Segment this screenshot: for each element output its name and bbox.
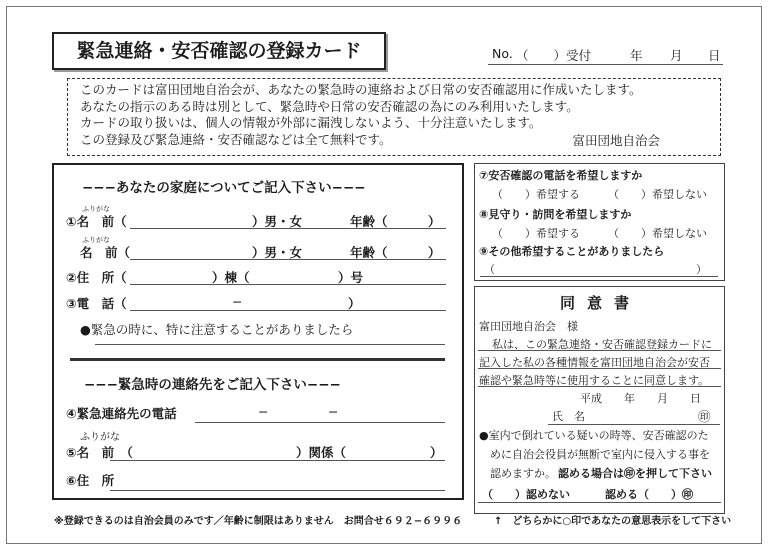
address-label: ②住 所（: [66, 270, 127, 285]
q7-no: （ ）希望しない: [608, 188, 707, 201]
age2-label: 年齢（: [350, 245, 388, 260]
name2-label: 名 前（: [80, 245, 131, 260]
consent-signature: 氏 名: [552, 410, 585, 423]
relation-label: ）関係（: [296, 445, 347, 460]
notice-line: このカードは富田団地自治会が、あなたの緊急時の連絡および日常の安否確認用に作成いたします。: [80, 82, 642, 97]
name1-label: ①名 前（: [66, 214, 127, 229]
q7-label: ⑦安否確認の電話を希望しますか: [479, 169, 643, 182]
footer-note: ※登録できるのは自治会員のみです／年齢に制限はありません お問合せ６９２−６９９６: [54, 516, 463, 527]
age2-close: ）: [428, 245, 441, 260]
q9-open: （: [484, 263, 495, 276]
consent-body-line: 記入した私の各種情報を富田団地自治会が安否: [479, 356, 710, 369]
phone-label: ③電 話（: [66, 296, 127, 311]
phone-dash: −: [232, 294, 243, 309]
notice-box: [67, 78, 721, 156]
q9-label: ⑨その他希望することがありましたら: [479, 245, 665, 258]
q8-yes: （ ）希望する: [492, 227, 580, 240]
emergency-address-label: ⑥住 所: [66, 473, 115, 488]
receipt-label: （ ）受付: [516, 48, 592, 63]
furigana-label: ふりがな: [82, 205, 110, 213]
consent-note-line: めに自治会役員が無断で室内に侵入する事を: [490, 448, 710, 461]
emergency-phone-dash: −: [328, 404, 339, 419]
emergency-phone-label: ④緊急連絡先の電話: [66, 406, 177, 421]
consent-note-line: ●室内で倒れている疑いの時等、安否確認のた: [479, 429, 709, 442]
q9-close: ）: [696, 263, 707, 276]
phone-close: ）: [348, 296, 361, 311]
notice-line: この登録及び緊急連絡・安否確認などは全て無料です。: [80, 131, 392, 147]
building-label: ）棟（: [212, 270, 250, 285]
consent-to: 富田団地自治会 様: [479, 320, 578, 333]
notice-line: あなたの指示のある時は別として、緊急時や日常の安否確認の為にのみ利用いたします。: [80, 98, 579, 114]
gender2-label: ）男・女: [252, 245, 303, 260]
room-label: ）号: [338, 270, 364, 285]
age1-label: 年齢（: [350, 214, 388, 229]
consent-title: 同意書: [560, 294, 642, 312]
q8-label: ⑧見守り・訪問を希望しますか: [479, 208, 632, 221]
seal-icon: ㊞: [698, 409, 711, 424]
furigana-label: ふりがな: [80, 432, 120, 443]
consent-note-bold: 認める場合は㊞を押して下さい: [558, 467, 712, 480]
agree-option[interactable]: 認める（ ）㊞: [605, 488, 693, 501]
page-title: 緊急連絡・安否確認の登録カード: [52, 32, 386, 70]
card-number-label: No.: [492, 46, 513, 61]
furigana-label: ふりがな: [82, 236, 110, 244]
consent-body-line: 私は、この緊急連絡・安否確認登録カードに: [492, 338, 712, 351]
q8-no: （ ）希望しない: [608, 227, 707, 240]
year-label: 年: [630, 48, 643, 63]
consent-body-line: 確認や緊急時等に使用することに同意します。: [479, 374, 710, 387]
relation-close: ）: [430, 445, 443, 460]
consent-note-line: 認めますか。: [490, 467, 556, 480]
q7-yes: （ ）希望する: [492, 188, 580, 201]
footer-instruction: ↑ どちらかに○印であなたの意思表示をして下さい: [494, 516, 732, 527]
age1-close: ）: [428, 214, 441, 229]
notice-org: 富田団地自治会: [572, 132, 660, 148]
disagree-option[interactable]: （ ）認めない: [482, 488, 570, 501]
notice-line: カードの取り扱いは、個人の情報が外部に漏洩しないよう、十分注意いたします。: [80, 115, 542, 130]
emergency-phone-dash: −: [258, 404, 269, 419]
attention-label: ●緊急の時に、特に注意することがありましたら: [80, 322, 354, 337]
consent-date: 平成 年 月 日: [580, 392, 701, 405]
gender1-label: ）男・女: [252, 214, 303, 229]
emergency-name-label: ⑤名 前 （: [66, 445, 133, 460]
month-label: 月: [670, 48, 683, 63]
emergency-heading: −−−緊急時の連絡先をご記入下さい−−−: [84, 377, 341, 393]
day-label: 日: [708, 48, 721, 63]
family-heading: −−−あなたの家庭についてご記入下さい−−−: [82, 180, 366, 196]
